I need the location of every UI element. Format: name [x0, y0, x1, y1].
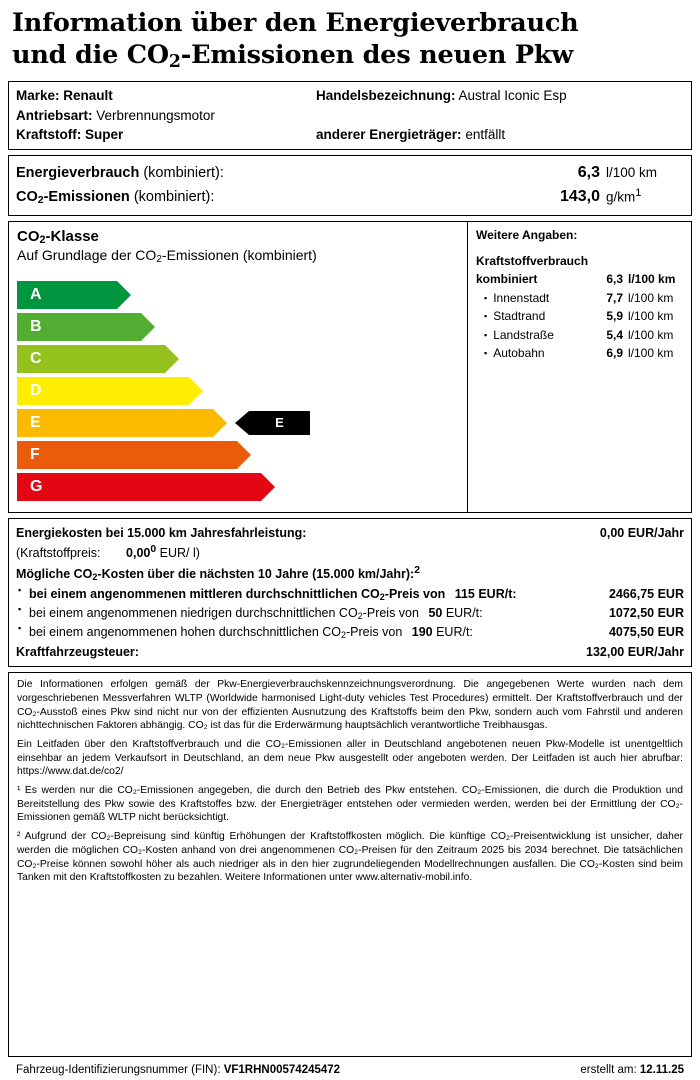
legal-footnote-2: ² Aufgrund der CO₂-Bepreisung sind künftig Erhöhungen der Kraftstoffkosten möglich. Die künftige CO₂-Preisentwicklung ist unsicher, daher werden die möglichen CO₂-Kosten anhand von drei angenommenen CO₂-Preisen für den Zeitraum 2025 bis 2034 berechnet. Die tatsächlichen CO₂-Preise können sowohl höher als auch niedriger als in den hier zugrundeliegenden Modellrechnungen ausfallen. Die CO₂-Kosten sind beim Tanken mit den Kraftstoffkosten zu bezahlen. Weitere Informationen unter www.alternativ-mobil.info. — [17, 831, 683, 884]
moegliche-subscript: 2 — [92, 572, 98, 583]
co2-class-subtitle-b: -Emissionen (kombiniert) — [161, 247, 317, 264]
co2-class-bar-C — [17, 345, 165, 373]
title-line-1: Information über den Energieverbrauch — [12, 8, 579, 38]
created-label: erstellt am: — [580, 1064, 637, 1076]
co2-emissionen-subscript: 2 — [37, 195, 44, 207]
moegliche-footnote: 2 — [414, 565, 421, 577]
co2-class-label-G: G — [30, 477, 43, 495]
co2-emissionen-label-a: CO — [16, 189, 38, 206]
co2-class-title-a: CO — [17, 228, 40, 246]
antriebsart-label: Antriebsart: — [16, 107, 93, 123]
co2-price-amount: 2466,75 EUR — [608, 586, 684, 601]
kfz-steuer-label: Kraftfahrzeugsteuer: — [16, 644, 139, 659]
co2-price-value: 50 — [428, 605, 443, 620]
kraftstoffpreis-value: 0,00 — [126, 546, 151, 561]
co2-emissionen-label-b: -Emissionen — [43, 189, 130, 206]
detail-name: ▪ Innenstadt — [484, 289, 594, 308]
co2-price-text-a: bei einem angenommenen hohen durchschnittlichen CO — [29, 625, 341, 640]
detail-name: ▪ Landstraße — [484, 326, 594, 345]
kombiniert-unit: l/100 km — [628, 271, 676, 286]
co2-price-subscript: 2 — [341, 630, 347, 640]
co2-class-scale-panel — [9, 222, 468, 511]
co2-class-title-subscript: 2 — [39, 234, 46, 247]
fin-value: VF1RHN00574245472 — [223, 1064, 341, 1076]
co2-price-rows — [16, 585, 684, 643]
co2-price-value: 190 — [411, 625, 433, 640]
kraftstoffverbrauch-title-line1: Kraftstoffverbrauch — [476, 254, 589, 269]
moegliche-label-a: Mögliche CO — [16, 567, 93, 582]
vehicle-spacer — [316, 106, 684, 125]
co2-price-unit: EUR/t: — [474, 586, 517, 601]
co2-class-bar-G — [17, 473, 261, 501]
co2-price-text — [16, 623, 609, 642]
weitere-angaben-title: Weitere Angaben: — [476, 228, 578, 243]
vehicle-anderer-energietraeger — [316, 125, 684, 144]
energieverbrauch-unit: l/100 km — [606, 164, 658, 180]
co2-class-label-A: A — [30, 285, 42, 303]
kombiniert-value: 6,3 — [606, 271, 623, 286]
co2-price-row — [16, 623, 684, 642]
co2-price-unit: EUR/t: — [442, 605, 483, 620]
detail-value: 6,9 — [606, 346, 623, 361]
co2-emissionen-row — [16, 185, 684, 210]
co2-class-title-b: -Klasse — [45, 228, 99, 246]
co2-class-marker — [235, 411, 310, 435]
marke-value: Renault — [63, 88, 113, 104]
co2-class-row-A — [17, 280, 459, 310]
co2-class-row-C — [17, 344, 459, 374]
kraftstoffpreis-label-a: (Kraftstoffpreis: — [16, 546, 101, 561]
kraftstoff-label: Kraftstoff: — [16, 126, 82, 142]
title-line-2-b: -Emissionen des neuen Pkw — [180, 39, 574, 70]
handelsbezeichnung-value: Austral Iconic Esp — [458, 88, 567, 104]
created-block — [580, 1064, 684, 1076]
kfz-steuer-row — [16, 643, 684, 662]
co2-class-subtitle-subscript: 2 — [156, 254, 162, 266]
moegliche-co2-kosten-row — [16, 563, 684, 584]
co2-class-bar-D — [17, 377, 189, 405]
kraftstoffverbrauch-title — [476, 254, 684, 270]
co2-class-bars — [17, 280, 459, 502]
co2-price-amount: 1072,50 EUR — [608, 605, 684, 620]
co2-price-subscript: 2 — [357, 610, 363, 621]
kraftstoff-value: Super — [85, 126, 124, 142]
co2-emissionen-unit-text: g/km — [606, 189, 636, 205]
co2-price-amount: 4075,50 EUR — [608, 625, 684, 640]
co2-price-text-b: -Preis von — [384, 586, 449, 601]
vehicle-row-3 — [16, 125, 684, 144]
detail-unit: l/100 km — [628, 346, 674, 361]
kraftstoffpreis-row — [16, 542, 684, 563]
antriebsart-value: Verbrennungsmotor — [96, 107, 215, 123]
co2-price-unit: EUR/t: — [432, 625, 473, 640]
kombiniert-label: kombiniert — [476, 271, 538, 286]
vehicle-antriebsart — [16, 106, 316, 125]
detail-row — [476, 326, 684, 345]
energieverbrauch-row — [16, 161, 684, 185]
detail-name: ▪ Autobahn — [484, 344, 594, 363]
co2-class-row-F — [17, 440, 459, 470]
energiekosten-label: Energiekosten bei 15.000 km Jahresfahrleistung: — [16, 525, 307, 540]
co2-class-bar-E — [17, 409, 213, 437]
legal-notes-box — [8, 672, 692, 1057]
co2-price-text-b: -Preis von — [346, 625, 406, 640]
detail-row — [476, 307, 684, 326]
co2-price-subscript: 2 — [379, 591, 385, 602]
co2-class-label-D: D — [30, 381, 42, 399]
kraftstoffpreis-sup: 0 — [150, 544, 157, 556]
vehicle-handelsbezeichnung — [316, 86, 684, 105]
co2-price-value: 115 — [454, 586, 475, 601]
co2-price-text-b: -Preis von — [362, 605, 423, 620]
detail-rows — [476, 289, 684, 363]
fin-block — [16, 1064, 580, 1076]
co2-class-box — [8, 221, 692, 512]
co2-class-title — [17, 228, 459, 246]
co2-class-marker-label: E — [249, 411, 310, 435]
handelsbezeichnung-label: Handelsbezeichnung: — [316, 88, 456, 104]
co2-emissionen-label — [16, 187, 536, 209]
co2-class-label-C: C — [30, 349, 42, 367]
kraftstoffpreis-label-b: EUR/ — [159, 546, 190, 561]
document-footer — [8, 1062, 692, 1076]
vehicle-info-box — [8, 81, 692, 149]
kraftstoffverbrauch-kombiniert-row — [476, 270, 684, 289]
kraftstoffpreis-label — [16, 542, 684, 563]
title-co2-subscript: 2 — [168, 51, 181, 72]
legal-paragraph-1: Die Informationen erfolgen gemäß der Pkw-Energieverbrauchskennzeichnungsverordnung. Die angegebenen Werte wurden nach dem vorgeschriebenen Messverfahren WLTP (Worldwide harmonised Light-duty vehicles Test Procedures) ermittelt. Der Kraftstoffverbrauch und der CO₂-Ausstoß eines Pkw sind nicht nur von der effizienten Ausnutzung des Kraftstoffs beim den Pkw, sondern auch vom Fahrstil und anderen nichttechnischen Faktoren abhängig. CO₂ ist das für die Erderwärmung hauptsächlich verantwortliche Treibhausgas. — [17, 679, 683, 732]
detail-name: ▪ Stadtrand — [484, 307, 594, 326]
anderer-label: anderer Energieträger: — [316, 126, 462, 142]
co2-emissionen-unit — [606, 185, 684, 208]
title-line-2-a: und die CO — [12, 39, 169, 70]
fin-label: Fahrzeug-Identifizierungsnummer (FIN): — [16, 1064, 221, 1076]
detail-value: 5,4 — [606, 327, 623, 342]
co2-price-row — [16, 585, 684, 604]
co2-emissionen-value: 143,0 — [559, 188, 600, 206]
co2-price-text-a: bei einem angenommenen niedrigen durchschnittlichen CO — [29, 605, 358, 620]
detail-row — [476, 344, 684, 363]
energieverbrauch-label-sub: (kombiniert): — [143, 164, 224, 181]
marke-label: Marke: — [16, 88, 60, 104]
co2-price-text — [16, 604, 609, 623]
kraftstoffpreis-label-c: l) — [193, 546, 200, 561]
legal-paragraph-2: Ein Leitfaden über den Kraftstoffverbrauch und die CO₂-Emissionen aller in Deutschland angebotenen neuen Pkw-Modelle ist unentgeltlich einsehbar an jedem Verkaufsort in Deutschland, an dem neue Pkw ausgestellt oder angeboten werden. Der Leitfaden ist auch hier abrufbar: https://www.dat.de/co2/ — [17, 739, 683, 778]
co2-class-row-D — [17, 376, 459, 406]
co2-class-label-E: E — [30, 413, 41, 431]
moegliche-co2-kosten-label — [16, 563, 684, 584]
co2-class-subtitle-a: Auf Grundlage der CO — [17, 247, 157, 264]
kfz-steuer-value: 132,00 EUR/Jahr — [586, 644, 684, 659]
co2-price-row — [16, 604, 684, 623]
detail-row — [476, 289, 684, 308]
detail-value: 5,9 — [606, 309, 623, 324]
energieverbrauch-label-main: Energieverbrauch — [16, 164, 140, 181]
anderer-value: entfällt — [465, 126, 506, 142]
energiekosten-value: 0,00 EUR/Jahr — [599, 525, 684, 540]
co2-price-text — [16, 585, 609, 604]
detail-unit: l/100 km — [628, 327, 674, 342]
vehicle-kraftstoff — [16, 125, 316, 144]
detail-unit: l/100 km — [628, 309, 674, 324]
further-details-panel — [468, 222, 691, 511]
co2-emissionen-label-c: (kombiniert): — [133, 189, 215, 206]
vehicle-marke — [16, 86, 316, 105]
co2-price-text-a: bei einem angenommenen mittleren durchschnittlichen CO — [29, 586, 380, 601]
legal-footnote-1: ¹ Es werden nur die CO₂-Emissionen angegeben, die durch den Betrieb des Pkw entstehen. CO₂-Emissionen, die durch die Produktion und Bereitstellung des Pkw sowie des Kraftstoffes bzw. der Energieträger entstehen oder vermieden werden, werden bei der Ermittlung der CO₂-Emissionen gemäß WLTP nicht berücksichtigt. — [17, 785, 683, 824]
consumption-box — [8, 155, 692, 217]
co2-class-bar-B — [17, 313, 141, 341]
co2-class-row-G — [17, 472, 459, 502]
detail-value: 7,7 — [606, 290, 623, 305]
co2-emissionen-unit-footnote: 1 — [635, 186, 642, 199]
co2-class-label-F: F — [30, 445, 40, 463]
co2-class-subtitle — [17, 247, 459, 265]
energiekosten-row — [16, 524, 684, 543]
co2-class-bar-A — [17, 281, 117, 309]
co2-class-label-B: B — [30, 317, 42, 335]
page-title — [8, 6, 692, 81]
vehicle-row-1 — [16, 86, 684, 105]
energieverbrauch-label — [16, 163, 536, 185]
detail-unit: l/100 km — [628, 290, 674, 305]
vehicle-row-2 — [16, 106, 684, 125]
energieverbrauch-value: 6,3 — [577, 163, 600, 181]
co2-class-bar-F — [17, 441, 237, 469]
moegliche-label-b: -Kosten über die nächsten 10 Jahre (15.000 km/Jahr): — [97, 567, 415, 582]
co2-class-row-B — [17, 312, 459, 342]
created-value: 12.11.25 — [639, 1064, 684, 1076]
costs-box — [8, 518, 692, 668]
